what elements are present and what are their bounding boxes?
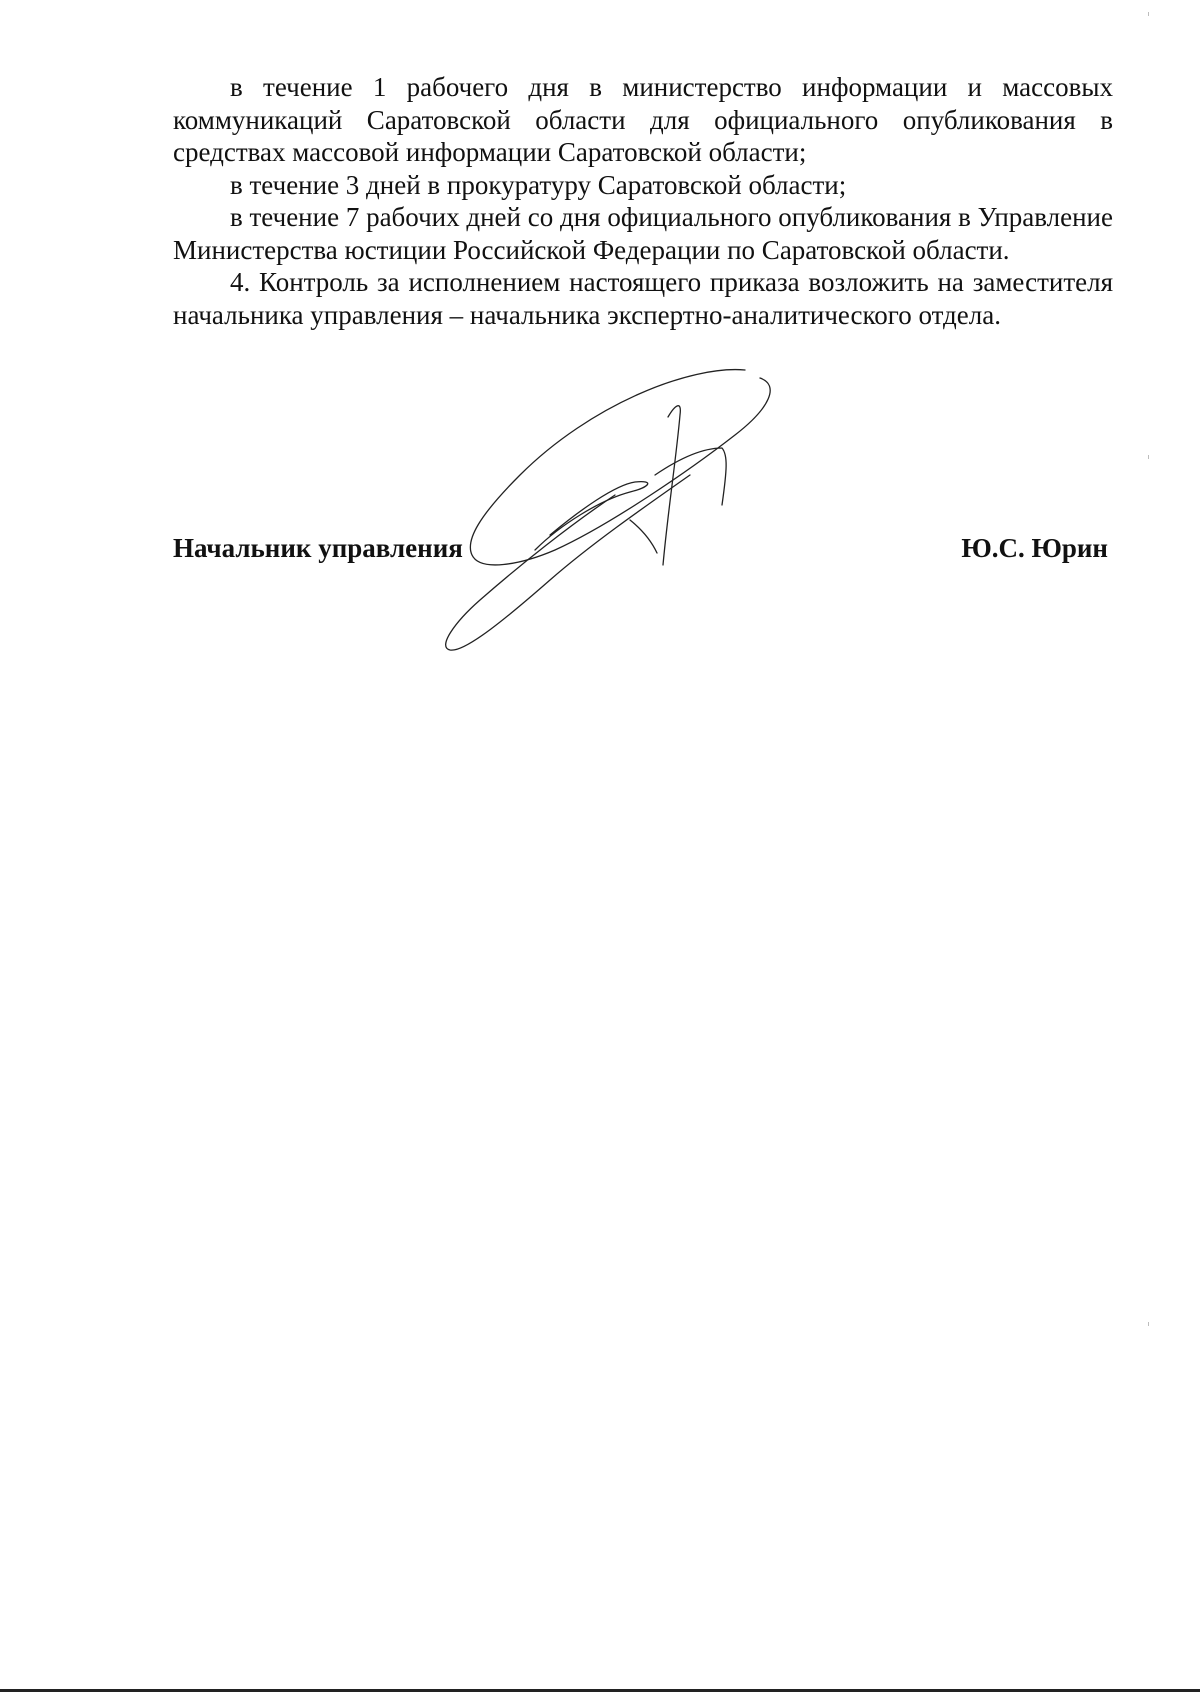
bottom-scan-edge: [0, 1689, 1200, 1692]
scan-artifact: [1148, 455, 1149, 459]
paragraph-justice-ministry: в течение 7 рабочих дней со дня официального опубликования в Управление Министерства юстиции Российской Федерации по Саратовской области.: [173, 202, 1113, 265]
scan-artifact: [1148, 12, 1149, 16]
signatory-position: Начальник управления: [173, 533, 463, 563]
paragraph-prosecutor: в течение 3 дней в прокуратуру Саратовской области;: [230, 169, 847, 200]
handwritten-signature: [440, 360, 860, 670]
paragraph-control-clause: 4. Контроль за исполнением настоящего приказа возложить на заместителя начальника управления – начальника экспертно-аналитического отдела.: [173, 267, 1113, 330]
scan-artifact: [1148, 1322, 1149, 1326]
document-body: [173, 71, 1113, 331]
paragraph-ministry-publication: в течение 1 рабочего дня в министерство информации и массовых коммуникаций Саратовской области для официального опубликования в средствах массовой информации Саратовской области;: [173, 72, 1113, 167]
signature-block: [173, 533, 1113, 569]
signatory-name: Ю.С. Юрин: [961, 533, 1108, 563]
